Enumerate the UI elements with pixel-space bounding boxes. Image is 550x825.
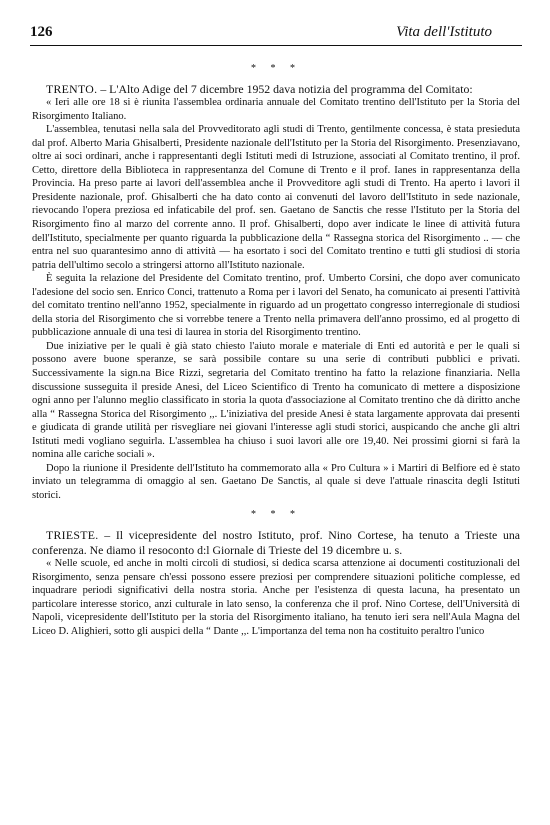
page-number: 126 [30,24,53,40]
trento-paragraph-5: Dopo la riunione il Presidente dell'Istituto ha commemorato alla « Pro Cultura » i Martiri di Belfiore ed è stato inviato un telegramma di omaggio al sen. Gaetano De Sanctis, al quale si deve l'attuale rinascita degli Istituti storici. [32,462,520,501]
section-separator-2: * * * [251,509,301,521]
article-body [32,62,520,638]
trento-paragraph-2: L'assemblea, tenutasi nella sala del Provveditorato agli studi di Trento, gentilmente concessa, è stata presieduta dal prof. Alberto Maria Ghisalberti, Presidente nazionale dell'Istituto per la Storia del Risorgimento. Presenziavano, oltre ai soci ordinari, anche i rappresentanti degli Istituti medi di Istruzione, associati al Comitato trentino, il prof. Cetto, direttore della Biblioteca in rappresentanza del Comune di Trento e il prof. Ianes in rappresentanza della Provincia. Ha preso parte ai lavori dell'assemblea anche il Provveditore agli studi di Trento. Ha aperto i lavori il Presidente nazionale, prof. Ghisalberti che ha dato conto ai convenuti del lavoro dell'Istituto in sede nazionale, rievocando l'opera preziosa ed infaticabile del prof. sen. Gaetano de Sanctis che resse l'Istituto per la Storia del Risorgimento fino al marzo del corrente anno. Il prof. Ghisalberti, dopo aver indicate le linee di attività futura dell'Istituto, specialmente per quanto riguarda la pubblicazione della “ Rassegna storica del Risorgimento .. — che entra nel suo quarantesimo anno di attività — ha esortato i soci del Comitato trentino e tutti gli studiosi di storia patria dell'ultimo secolo a stringersi attorno all'Istituto nazionale. [32,124,520,271]
trento-lead-text: – L'Alto Adige del 7 dicembre 1952 dava notizia del programma del Comitato: [97,81,473,96]
header-rule [30,45,522,46]
page-header [30,24,520,50]
trieste-lead-text: – Il vicepresidente del nostro Istituto, prof. Nino Cortese, ha tenuto a Trieste una conferenza. Ne diamo il resoconto d:l Giornale di Trieste del 19 dicembre u. s. [32,528,520,557]
trento-lead-paragraph [32,82,520,97]
trento-city-heading: TRENTO. [46,81,98,96]
trento-paragraph-4: Due iniziative per le quali è già stato chiesto l'aiuto morale e materiale di Enti ed autorità e per le quali si possono avere buone speranze, se sarà possibile contare su una serie di contributi pubblici e privati. Successivamente la sign.na Bice Rizzi, segretaria del Comitato trentino ha fatto la relazione finanziaria. Nella discussione susseguita il preside Anesi, del Liceo Scientifico di Trento ha comunicato di mettere a disposizione ogni anno per l'alunno meglio classificato in storia la quota d'associazione al Comitato trentino che dà diritto anche alla “ Rassegna Storica del Risorgimento ,,. L'iniziativa del preside Anesi è stata largamente approvata dai presenti e giudicata di grande utilità per risvegliare nei giovani l'interesse agli studi storici, auspicando che anche gli altri Istituti medi vogliano seguirla. L'assemblea ha chiuso i suoi lavori alle ore 19,40. Nei prossimi giorni si farà la nomina alle cariche sociali ». [32,340,520,461]
section-separator: * * * [251,63,301,74]
trieste-paragraph-1: « Nelle scuole, ed anche in molti circoli di studiosi, si dedica scarsa attenzione ai documenti costituzionali del Risorgimento, senza pensare ch'essi possono essere preziosi per comprendere situazioni politiche complesse, ed inquadrare periodi significativi della nostra storia. Anche per l'esistenza di questa lacuna, ha presentato un particolare interesse storico, anzi culturale in lato senso, la conferenza che il prof. Nino Cortese, dell'Università di Napoli, vicepresidente dell'Istituto per la storia del Risorgimento italiano, ha tenuto ieri sera nell'Aula Magna del Liceo D. Alighieri, sotto gli auspici della “ Dante ,,. L'importanza del tema non ha costituito peraltro l'unico [32,558,520,637]
trieste-lead-paragraph [32,528,520,557]
trieste-city-heading: TRIESTE. [46,528,99,542]
trento-paragraph-3: È seguita la relazione del Presidente del Comitato trentino, prof. Umberto Corsini, che dopo aver comunicato l'adesione del socio sen. Enrico Conci, trattenuto a Roma per i lavori del Senato, ha comunicato ai presenti l'attività del comitato trentino nell'anno 1952, specialmente in riguardo ad un progettato congresso interregionale di studiosi della storia del Risorgimento che si vorrebbe tenere a Trento nella primavera dell'anno prossimo, ed al progetto di pubblicazione annuale di una tesi di laurea in storia del Risorgimento trentino. [32,273,520,339]
trento-paragraph-1: « Ieri alle ore 18 si è riunita l'assemblea ordinaria annuale del Comitato trentino dell'Istituto per la Storia del Risorgimento Italiano. [32,97,520,122]
running-title: Vita dell'Istituto [396,24,492,40]
